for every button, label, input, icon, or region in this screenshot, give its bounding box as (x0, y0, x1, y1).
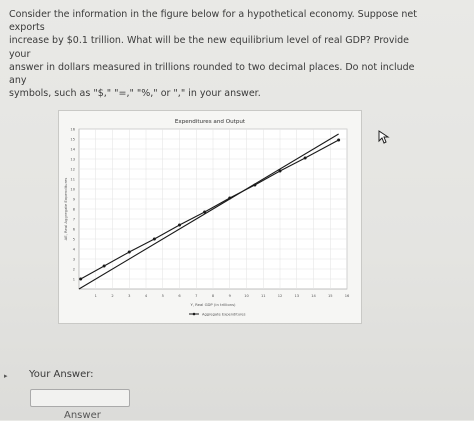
x-tick-label: 14 (311, 294, 316, 298)
y-tick-label: 13 (70, 157, 75, 162)
question-text (9, 8, 429, 100)
x-tick-label: 16 (344, 294, 350, 298)
y-tick-label: 15 (70, 137, 75, 142)
x-tick-label: 15 (327, 294, 333, 298)
y-tick-label: 1 (72, 277, 75, 282)
y-tick-label: 5 (72, 237, 75, 242)
x-tick-label: 3 (128, 294, 131, 298)
x-tick-label: 10 (244, 294, 249, 298)
data-point (79, 278, 82, 281)
data-point (304, 157, 307, 160)
expenditures-output-chart (59, 111, 361, 323)
x-tick-label: 9 (228, 294, 231, 298)
chart-title: Expenditures and Output (174, 119, 246, 125)
x-axis-label: Y, Real GDP (in trillions) (190, 302, 236, 307)
answer-button[interactable]: Answer (64, 410, 101, 421)
data-point (228, 197, 231, 200)
y-tick-label: 8 (72, 207, 75, 212)
legend-marker (193, 313, 196, 316)
collapse-arrow-icon[interactable]: ▸ (4, 372, 8, 380)
data-point (253, 184, 256, 187)
y-tick-label: 9 (72, 197, 75, 202)
x-tick-label: 6 (178, 294, 181, 298)
question-line: increase by $0.1 trillion. What will be the new equilibrium level of real GDP? Provide your (9, 35, 409, 60)
y-tick-label: 10 (70, 187, 75, 192)
y-tick-label: 14 (70, 147, 75, 152)
x-tick-label: 5 (161, 294, 164, 298)
x-tick-label: 7 (195, 294, 198, 298)
data-point (203, 211, 206, 214)
x-tick-label: 12 (277, 294, 283, 298)
x-tick-label: 2 (111, 294, 114, 298)
data-point (337, 139, 340, 142)
y-tick-label: 4 (72, 247, 75, 252)
question-line: answer in dollars measured in trillions rounded to two decimal places. Do not include any (9, 61, 415, 87)
y-axis-label: AE, Real Aggregate Expenditures (63, 177, 68, 241)
question-line: Consider the information in the figure below for a hypothetical economy. Suppose net exports (9, 9, 417, 34)
x-tick-label: 13 (294, 294, 300, 298)
y-tick-label: 7 (72, 217, 75, 222)
y-tick-label: 11 (70, 177, 75, 182)
data-point (153, 238, 156, 241)
x-tick-label: 1 (94, 294, 97, 298)
x-tick-label: 4 (144, 294, 148, 298)
question-line: symbols, such as "$," "=," "%," or "," in your answer. (9, 88, 261, 100)
y-tick-label: 12 (70, 167, 75, 172)
x-tick-label: 11 (260, 294, 266, 298)
y-tick-label: 2 (72, 267, 75, 272)
data-point (279, 170, 282, 173)
your-answer-label: Your Answer: (29, 369, 94, 380)
x-tick-label: 8 (211, 294, 215, 298)
answer-input[interactable] (30, 389, 130, 407)
chart-panel (58, 110, 362, 324)
y-tick-label: 16 (70, 127, 75, 132)
data-point (128, 251, 131, 254)
data-point (103, 265, 106, 268)
pointer-cursor-icon (378, 130, 390, 144)
data-point (178, 224, 181, 227)
y-tick-label: 3 (72, 257, 75, 262)
y-tick-label: 6 (72, 227, 75, 232)
legend-label: Aggregate Expenditures (202, 312, 246, 317)
